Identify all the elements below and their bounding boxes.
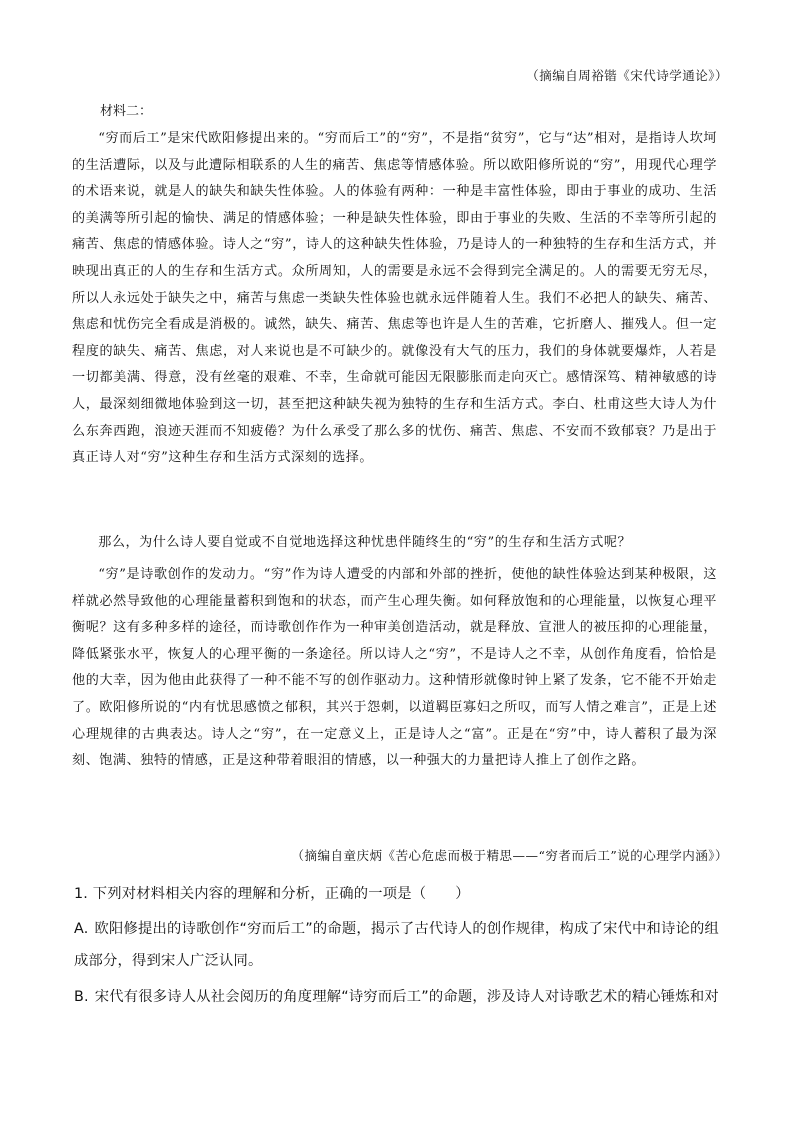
material-2-label: 材料二： [100,104,153,119]
option-b[interactable] [74,982,719,1014]
source-citation-1: （摘编自周裕锴《宋代诗学通论》） [526,68,728,83]
source-citation-2: （摘编自童庆炳《苦心危虑而极于精思——“穷者而后工”说的心理学内涵》） [291,848,728,863]
option-a-tag: A. [74,921,89,937]
material-2-paragraph-1: “穷而后工”是宋代欧阳修提出来的。“穷而后工”的“穷”，不是指“贫穷”，它与“达”相对，是指诗人坎坷的生活遭际，以及与此遭际相联系的人生的痛苦、焦虑等情感体验。所以欧阳修所说的“穷”，用现代心理学的术语来说，就是人的缺失和缺失性体验。人的体验有两种：一种是丰富性体验，即由于事业的成功、生活的美满等所引起的愉快、满足的情感体验；一种是缺失性体验，即由于事业的失败、生活的不幸等所引起的痛苦、焦虑的情感体验。诗人之“穷”，诗人的这种缺失性体验，乃是诗人的一种独特的生存和生活方式，并映现出真正的人的生存和生活方式。众所周知，人的需要是永远不会得到完全满足的。人的需要无穷无尽，所以人永远处于缺失之中，痛苦与焦虑一类缺失性体验也就永远伴随着人生。我们不必把人的缺失、痛苦、焦虑和忧伤完全看成是消极的。诚然，缺失、痛苦、焦虑等也许是人生的苦难，它折磨人、摧残人。但一定程度的缺失、痛苦、焦虑，对人来说也是不可缺少的。就像没有大气的压力，我们的身体就要爆炸，人若是一切都美满、得意，没有丝毫的艰难、不幸，生命就可能因无限膨胀而走向灭亡。感情深笃、精神敏感的诗人，最深刻细微地体验到这一切，甚至把这种缺失视为独特的生存和生活方式。李白、杜甫这些大诗人为什么东奔西跑，浪迹天涯而不知疲倦？为什么承受了那么多的忧伤、痛苦、焦虑、不安而不致郁衰？乃是出于真正诗人对“穷”这种生存和生活方式深刻的选择。 [72,131,717,466]
material-2-paragraph-3: “穷”是诗歌创作的发动力。“穷”作为诗人遭受的内部和外部的挫折，使他的缺性体验达到某种极限，这样就必然导致他的心理能量蓄积到饱和的状态，而产生心理失衡。如何释放饱和的心理能量，以恢复心理平衡呢？这有多种多样的途径，而诗歌创作作为一种审美创造活动，就是释放、宣泄人的被压抑的心理能量，降低紧张水平，恢复人的心理平衡的一条途径。所以诗人之“穷”，不是诗人之不幸，从创作角度看，恰恰是他的大幸，因为他由此获得了一种不能不写的创作驱动力。这种情形就像时钟上紧了发条，它不能不开始走了。欧阳修所说的“内有忧思感愤之郁积，其兴于怨刺，以道羁臣寡妇之所叹，而写人情之难言”，正是上述心理规律的古典表达。诗人之“穷”，在一定意义上，正是诗人之“富”。正是在“穷”中，诗人蓄积了最为深刻、饱满、独特的情感，正是这种带着眼泪的情感，以一种强大的力量把诗人推上了创作之路。 [72,567,717,769]
option-a-text: 欧阳修提出的诗歌创作“穷而后工”的命题，揭示了古代诗人的创作规律，构成了宋代中和诗论的组成部分，得到宋人广泛认同。 [74,921,719,969]
material-2-paragraph-2: 那么，为什么诗人要自觉或不自觉地选择这种忧患伴随终生的“穷”的生存和生活方式呢？ [98,535,632,550]
option-b-tag: B. [74,989,89,1005]
option-a[interactable] [74,914,719,977]
option-b-text: 宋代有很多诗人从社会阅历的角度理解“诗穷而后工”的命题，涉及诗人对诗歌艺术的精心锤炼和对 [94,989,719,1005]
question-stem: 1. 下列对材料相关内容的理解和分析，正确的一项是（ ） [74,886,470,902]
